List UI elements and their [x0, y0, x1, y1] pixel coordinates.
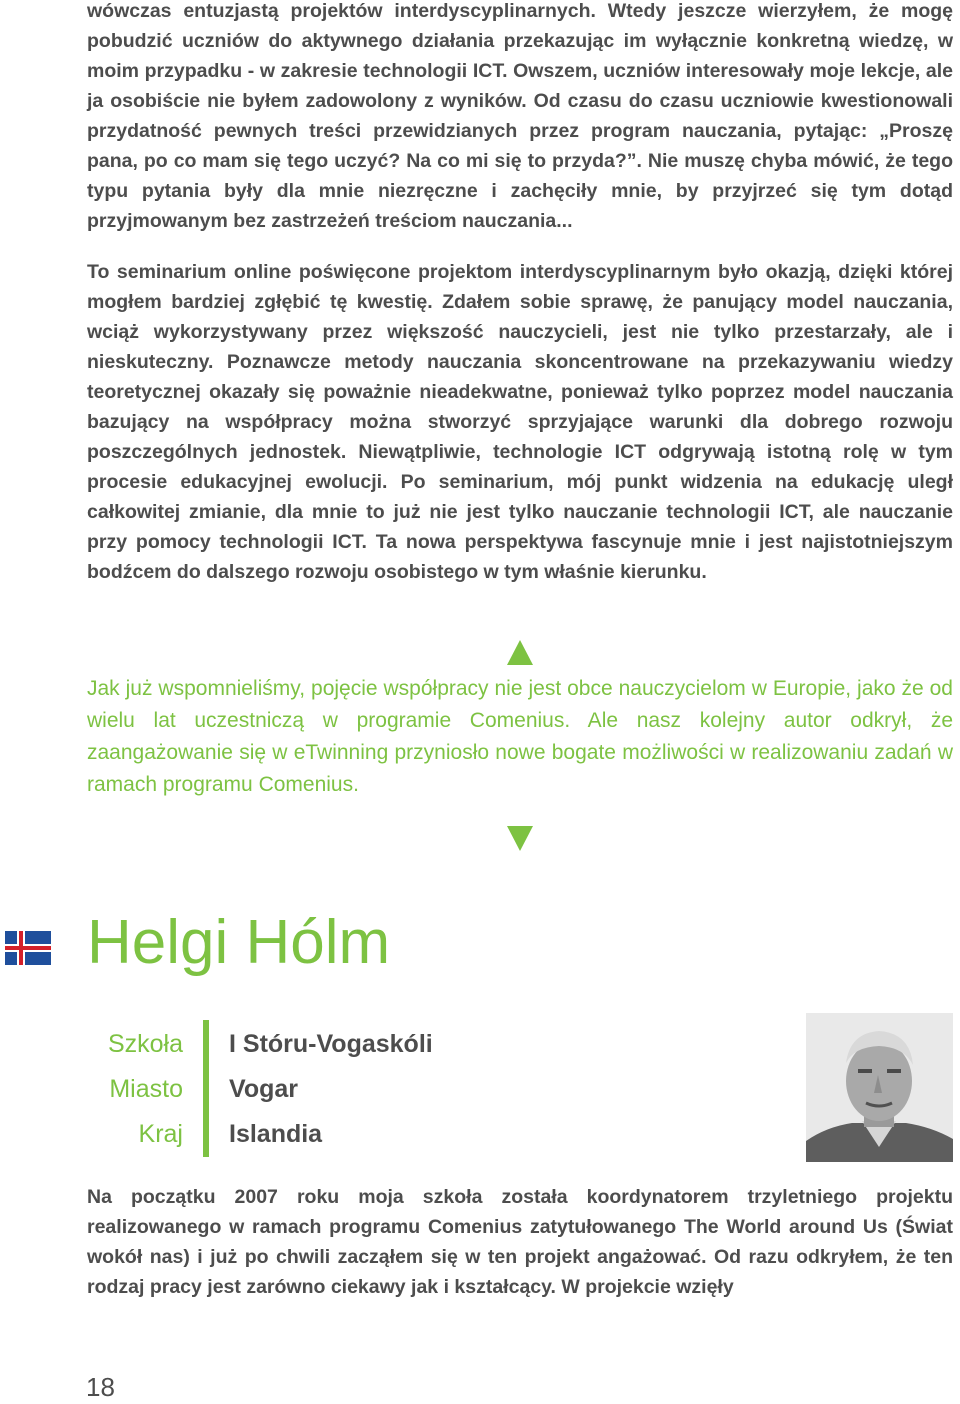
- value-city: Vogar: [229, 1075, 298, 1103]
- value-school: I Stóru-Vogaskóli: [229, 1030, 433, 1058]
- body-paragraph-3: Na początku 2007 roku moja szkoła została koordynatorem trzyletniego projektu realizowanego w ramach programu Comenius zatytułowanego The World around Us (Świat wokół nas) i już po chwili zacząłem się w ten projekt angażować. Od razu odkryłem, że ten rodzaj pracy jest zarówno ciekawy jak i kształcący. W projekcie wzięły: [87, 1186, 953, 1298]
- body-paragraph-2: To seminarium online poświęcone projektom interdyscyplinarnym było okazją, dzięki której mogłem bardziej zgłębić tę kwestię. Zdałem sobie sprawę, że panujący model nauczania, wciąż wykorzystywany przez większość nauczycieli, jest nie tylko przestarzały, ale i nieskuteczny. Poznawcze metody nauczania skoncentrowane na przekazywaniu wiedzy teoretycznej okazały się poważnie nieadekwatne, ponieważ tylko poprzez model nauczania bazujący na współpracy można stworzyć sprzyjające warunki dla dobrego rozwoju poszczególnych jednostek. Niewątpliwie, technologie ICT odgrywają istotną rolę w tym procesie edukacyjnej ewolucji. Po seminarium, mój punkt widzenia na edukację uległ całkowitej zmianie, dla mnie to już nie jest tylko nauczanie technologii ICT, ale nauczanie przy pomocy technologii ICT. Ta nowa perspektywa fascynuje mnie i jest najistotniejszym bodźcem do dalszego rozwoju osobistego w tym właśnie kierunku.: [87, 261, 953, 583]
- label-country: Kraj: [138, 1120, 183, 1148]
- iceland-flag-icon: [5, 931, 51, 965]
- author-name: Helgi Hólm: [87, 908, 391, 977]
- label-school: Szkoła: [107, 1030, 183, 1058]
- triangle-up-icon: [507, 640, 533, 665]
- triangle-down-icon: [507, 826, 533, 851]
- value-country: Islandia: [229, 1120, 323, 1148]
- profile-labels: [87, 1022, 183, 1157]
- profile-values: [229, 1022, 433, 1157]
- body-paragraph-1: wówczas entuzjastą projektów interdyscyplinarnych. Wtedy jeszcze wierzyłem, że mogę pobudzić uczniów do aktywnego działania przekazując im wyłącznie konkretną wiedzę, w moim przypadku - w zakresie technologii ICT. Owszem, uczniów interesowały moje lekcje, ale ja osobiście nie byłem zadowolony z wyników. Od czasu do czasu uczniowie kwestionowali przydatność pewnych treści przewidzianych przez program nauczania, pytając: „Proszę pana, po co mam się tego uczyć? Na co mi się to przyda?”. Nie muszę chyba mówić, że tego typu pytania były dla mnie niezręczne i zachęciły mnie, by przyjrzeć się tym dotąd przyjmowanym bez zastrzeżeń treściom nauczania...: [87, 0, 953, 232]
- page-number: 18: [86, 1372, 115, 1402]
- label-city: Miasto: [109, 1075, 183, 1103]
- author-photo: [806, 1013, 953, 1162]
- editorial-intro: Jak już wspomnieliśmy, pojęcie współpracy nie jest obce nauczycielom w Europie, jako że od wielu lat uczestniczą w programie Comenius. Ale nasz kolejny autor odkrył, że zaangażowanie się w eTwinning przyniosło nowe bogate możliwości w realizowaniu zadań w ramach programu Comenius.: [87, 677, 953, 796]
- profile-divider: [203, 1020, 209, 1157]
